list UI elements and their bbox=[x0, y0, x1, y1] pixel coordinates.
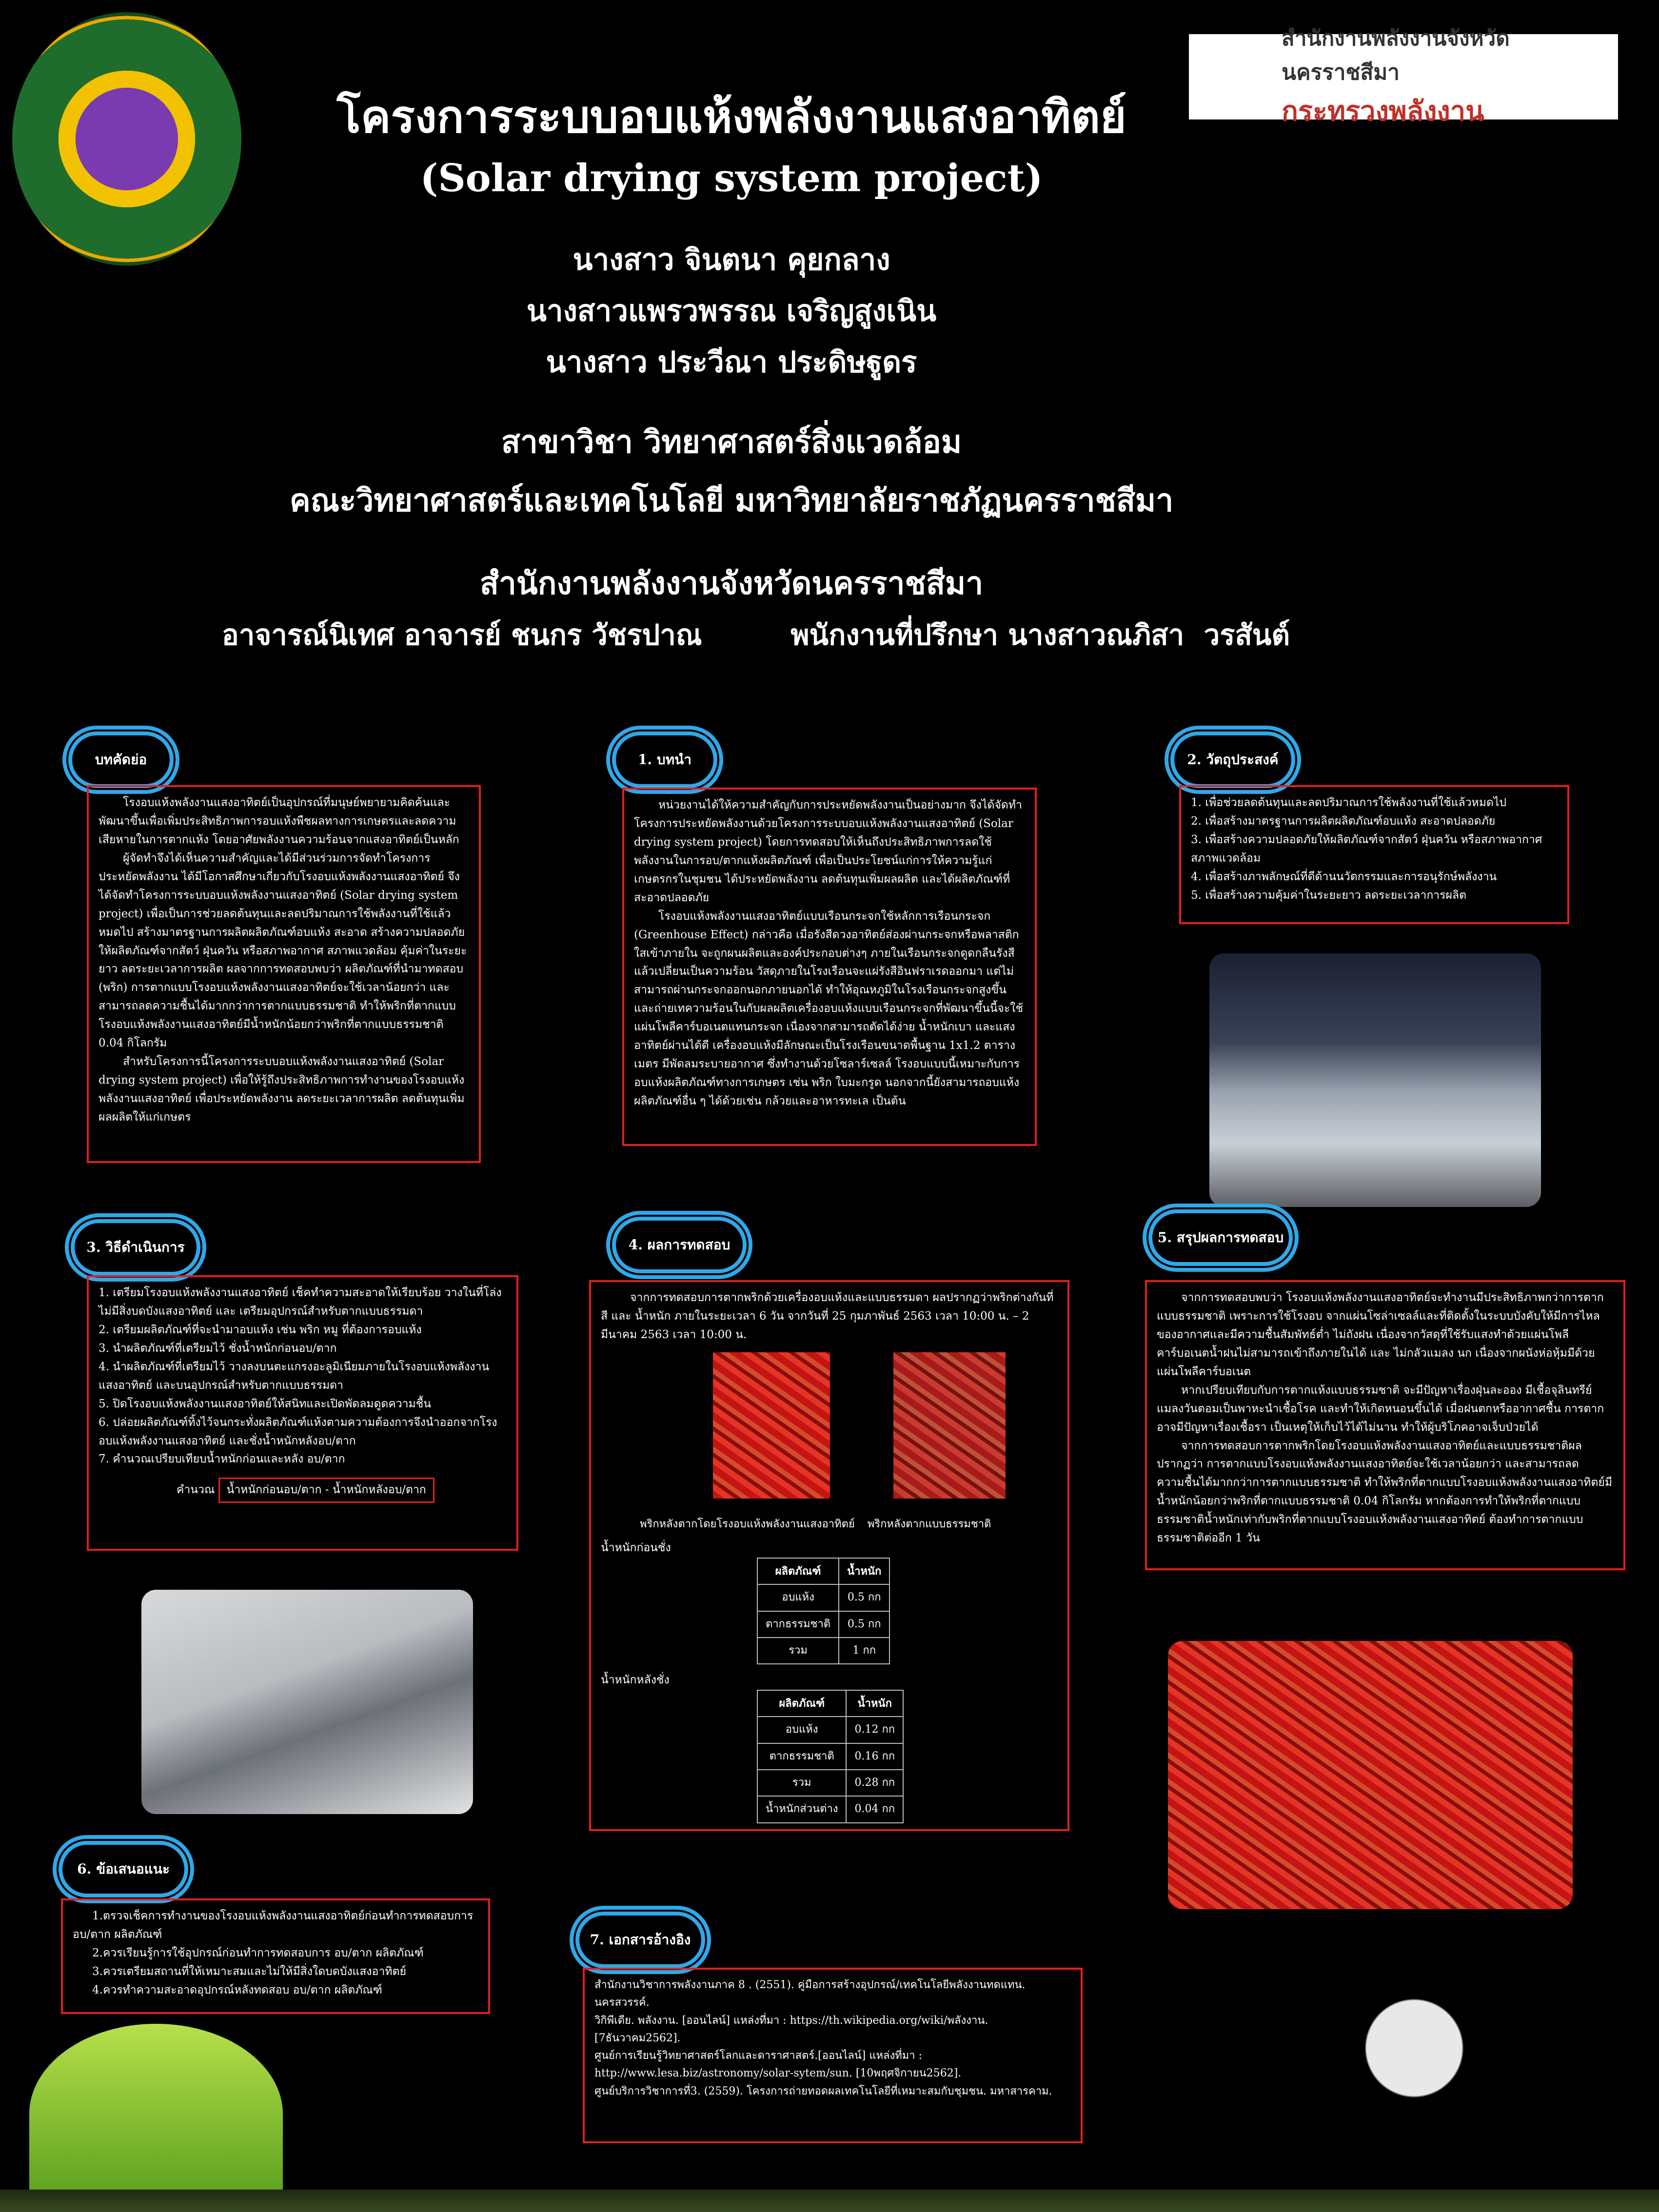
table-header-row bbox=[757, 1690, 903, 1717]
table-cell: น้ำหนักส่วนต่าง bbox=[757, 1796, 846, 1822]
suggestion-item: 2.ควรเรียนรู้การใช้อุปกรณ์ก่อนทำการทดสอบการ อบ/ตาก ผลิตภัณฑ์ bbox=[92, 1946, 424, 1959]
table-cell: 0.5 กก bbox=[839, 1611, 889, 1638]
table-row bbox=[757, 1770, 903, 1796]
table-row bbox=[757, 1611, 889, 1638]
reference-item: วิกิพีเดีย. พลังงาน. [ออนไลน์] แหล่งที่มา : https://th.wikipedia.org/wiki/พลังงาน.[7ธันวาคม2562]. bbox=[594, 2014, 988, 2044]
conclusion-paragraph: จากการทดสอบพบว่า โรงอบแห้งพลังงานแสงอาทิตย์จะทำงานมีประสิทธิภาพกว่าการตากแบบธรรมชาติ เพราะการใช้โรงอบ จากแผ่นโซล่าเซลล์และที่ติดตั้งในระบบบังคับให้มีการไหลของอากาศและมีความชื้นสัมพัทธ์ต่ำ ไม่ถังฝน เนื่องจากวัสดุที่ใช้รับแสงทำด้วยแผ่นโพลีคาร์บอเนตน้ำฝนไม่สามารถเข้าถึงภายในได้ และ ไม่กลัวแมลง นก เนื่องจากผนังห่อหุ้มมีด้วยแผ่นโพลีคาร์บอเนต bbox=[1157, 1291, 1604, 1378]
methods-box bbox=[87, 1275, 518, 1551]
table-row bbox=[757, 1584, 889, 1611]
advisors: อาจารณ์นิเทศ อาจารย์ ชนกร วัชรปาณ พนักงานที่ปรึกษา นางสาวณภิสา วรสันต์ bbox=[221, 618, 1290, 652]
table-row bbox=[757, 1796, 903, 1822]
objective-item: 4. เพื่อสร้างภาพลักษณ์ที่ดีด้านนวัตกรรมและการอนุรักษ์พลังงาน bbox=[1191, 870, 1497, 883]
department: สาขาวิชา วิทยาศาสตร์สิ่งแวดล้อม bbox=[501, 424, 962, 460]
author-1: นางสาว จินตนา คุยกลาง bbox=[573, 243, 890, 277]
university-seal-logo bbox=[12, 12, 241, 266]
suggestions-box bbox=[61, 1898, 490, 2014]
table-cell: 0.28 กก bbox=[846, 1770, 903, 1796]
table-cell: ตากธรรมชาติ bbox=[757, 1611, 839, 1638]
suggestion-item: 1.ตรวจเช็คการทำงานของโรงอบแห้งพลังงานแสงอาทิตย์ก่อนทำการทดสอบการอบ/ตาก ผลิตภัณฑ์ bbox=[73, 1910, 474, 1941]
conclusion-paragraph: หากเปรียบเทียบกับการตากแห้งแบบธรรมชาติ จะมีปัญหาเรื่องฝุ่นละออง มีเชื้อจุลินทรีย์ แมลงวันตอมเป็นพาหะนำเชื้อโรค และทำให้เกิดหนอนขึ้นได้ เมื่อฝนตกหรืออากาศชื้น การตากอาจมีปัญหาเรื่องเชื้อรา เป็นเหตุให้เก็บไว้ได้ไม่นาน ทำให้ผู้บริโภคอาจเจ็บป่วยได้ bbox=[1157, 1383, 1604, 1434]
chili-tray-photo bbox=[1168, 1641, 1573, 1909]
table-row bbox=[757, 1743, 903, 1770]
table-header-row bbox=[757, 1558, 889, 1584]
objective-item: 2. เพื่อสร้างมาตรฐานการผลิตผลิตภัณฑ์อบแห้ง สะอาดปลอดภัย bbox=[1191, 814, 1496, 828]
references-heading: 7. เอกสารอ้างอิง bbox=[575, 1912, 705, 1968]
faculty: คณะวิทยาศาสตร์และเทคโนโลยี มหาวิทยาลัยราชภัฏนครราชสีมา bbox=[289, 482, 1174, 519]
formula-row bbox=[99, 1478, 507, 1503]
results-text: จากการทดสอบการตากพริกด้วยเครื่องอบแห้งและแบบธรรมดา ผลปรากฏว่าพริกต่างกันที่สี และ น้ำหนัก ภายในระยะเวลา 6 วัน จากวันที่ 25 กุมภาพันธ์ 2563 เวลา 10:00 น. – 2 มีนาคม 2563 เวลา 10:00 น. bbox=[601, 1291, 1054, 1341]
table-cell: รวม bbox=[757, 1770, 846, 1796]
before-weight-table bbox=[757, 1558, 890, 1664]
reference-item: ศูนย์บริการวิชาการที่3. (2559). โครงการถ่ายทอดผลเทคโนโลยีที่เหมาะสมกับชุมชน. มหาสารคาม. bbox=[594, 2085, 1052, 2097]
conclusion-paragraph: จากการทดสอบการตากพริกโดยโรงอบแห้งพลังงานแสงอาทิตย์และแบบธรรมชาติผลปรากฏว่า การตากแบบโรงอบแห้งพลังงานแสงอาทิตย์จะใช้เวลาน้อยกว่า และสามารถลดความชื้นได้มากกว่าการตากแบบธรรมชาติ ทำให้พริกที่ตากแบบโรงอบแห้งพลังงานแสงอาทิตย์มีน้ำหนักน้อยกว่าพริกที่ตากแบบธรรมชาติ 0.04 กิโลกรัม หากต้องการทำให้พริกที่ตากแบบธรรมชาติน้ำหนักเท่ากับพริกที่ตากแบบโรงอบแห้งพลังงานแสงอาทิตย์ ต้องทำการตากแบบธรรมชาติต่ออีก 1 วัน bbox=[1157, 1439, 1612, 1545]
caption-natural-dried: พริกหลังตากแบบธรรมชาติ bbox=[867, 1518, 991, 1530]
abstract-box bbox=[87, 785, 481, 1163]
green-car-illustration bbox=[29, 2024, 283, 2204]
chili-captions bbox=[601, 1516, 1058, 1533]
abstract-heading: บทคัดย่อ bbox=[68, 731, 174, 788]
author-3: นางสาว ประวีณา ประดิษฐูดร bbox=[546, 345, 917, 379]
intro-box bbox=[622, 788, 1037, 1146]
oven-dried-chili-photo bbox=[713, 1352, 830, 1499]
chili-photos-row bbox=[601, 1352, 1058, 1516]
table-row bbox=[757, 1638, 889, 1664]
objective-item: 5. เพื่อสร้างความคุ้มค่าในระยะยาว ลดระยะเวลาการผลิต bbox=[1191, 889, 1467, 902]
objective-item: 1. เพื่อช่วยลดต้นทุนและลดปริมาณการใช้พลังงานที่ใช้แล้วหมดไป bbox=[1191, 796, 1506, 809]
intro-heading: 1. บทนำ bbox=[612, 731, 717, 788]
table-cell: อบแห้ง bbox=[757, 1717, 846, 1743]
objectives-heading: 2. วัตถุประสงค์ bbox=[1170, 731, 1295, 788]
table-cell: รวม bbox=[757, 1638, 839, 1664]
results-box bbox=[589, 1280, 1069, 1831]
method-step: 1. เตรียมโรงอบแห้งพลังงานแสงอาทิตย์ เช็คทำความสะอาดให้เรียบร้อย วางในที่โล่งไม่มีสิ่งบดบังแสงอาทิตย์ และ เตรียมอุปกรณ์สำหรับตากแบบธรรมดา bbox=[99, 1286, 502, 1318]
table-cell: 0.04 กก bbox=[846, 1796, 903, 1822]
table-cell: ตากธรรมชาติ bbox=[757, 1743, 846, 1770]
poster-title-en: (Solar drying system project) bbox=[420, 156, 1043, 200]
methods-heading: 3. วิธีดำเนินการ bbox=[71, 1219, 200, 1276]
energy-logo-line2: กระทรวงพลังงาน bbox=[1282, 95, 1484, 127]
drying-chili-photo bbox=[141, 1590, 473, 1814]
solar-dryer-photo bbox=[1209, 953, 1541, 1207]
results-heading: 4. ผลการทดสอบ bbox=[612, 1217, 747, 1273]
objectives-box bbox=[1179, 785, 1569, 924]
suggestions-heading: 6. ข้อเสนอแนะ bbox=[59, 1841, 188, 1897]
after-weight-label: น้ำหนักหลังชั่ง bbox=[601, 1674, 670, 1687]
abstract-paragraph: โรงอบแห้งพลังงานแสงอาทิตย์เป็นอุปกรณ์ที่มนุษย์พยายามคิดค้นและพัฒนาขึ้นเพื่อเพิ่มประสิทธิภาพการอบแห้งพืชผลทางการเกษตรและลดความเสียหายในการตากแห้ง โดยอาศัยพลังงานความร้อนจากแสงอาทิตย์เป็นหลัก bbox=[99, 796, 459, 846]
energy-office-logo bbox=[1189, 26, 1618, 127]
table-cell: อบแห้ง bbox=[757, 1584, 839, 1611]
abstract-paragraph: สำหรับโครงการนี้โครงการระบบอบแห้งพลังงานแสงอาทิตย์ (Solar drying system project) เพื่อให้รู้ถึงประสิทธิภาพการทำงานของโรงอบแห้งพลังงานแสงอาทิตย์ เพื่อประหยัดพลังงาน ลดระยะเวลาการผลิต ลดต้นทุนเพิ่มผลผลิตให้แก่เกษตร bbox=[99, 1055, 465, 1124]
author-2: นางสาวแพรวพรรณ เจริญสูงเนิน bbox=[526, 294, 937, 328]
table-cell: 1 กก bbox=[839, 1638, 889, 1664]
intro-paragraph: โรงอบแห้งพลังงานแสงอาทิตย์แบบเรือนกระจกใช้หลักการเรือนกระจก (Greenhouse Effect) กล่าวคือ เมื่อรังสีดวงอาทิตย์ส่องผ่านกระจกหรือพลาสติกใสเข้าภายใน จะถูกผนผลิตและองค์ประกอบต่างๆ ภายในเรือนกระจกดูดกลืนรังสีแล้วเปลี่ยนเป็นความร้อน วัสดุภายในโรงเรือนจะแผ่รังสีอินฟราเรดออกมา แต่ไม่สามารถผ่านกระจกออกนอกภายนอกได้ ทำให้อุณหภูมิในโรงเรือนกระจกสูงขึ้นและถ่ายเทความร้อนในกับผลผลิตเครื่องอบแห้งแบบเรือนกระจกที่พัฒนาขึ้นนี้จะใช้แผ่นโพลีคาร์บอเนตแทนกระจก เนื่องจากสามารถตัดได้ง่าย น้ำหนักเบา และแสงอาทิตย์ผ่านได้ดี เครื่องอบแห้งมีลักษณะเป็นโรงเรือนขนาดพื้นฐาน 1x1.2 ตารางเมตร มีพัดลมระบายอากาศ ซึ่งทำงานด้วยโซลาร์เซลล์ โรงอบแบบนี้เหมาะกับการอบแห้งผลิตภัณฑ์ทางการเกษตร เช่น พริก ใบมะกรูด นอกจากนี้ยังสามารถอบแห้งผลิตภัณฑ์อื่น ๆ ได้ด้วยเช่น กล้วยและอาหารทะเล เป็นต้น bbox=[634, 909, 1024, 1107]
formula-label: คำนวณ bbox=[177, 1483, 215, 1497]
method-step: 5. ปิดโรงอบแห้งพลังงานแสงอาทิตย์ให้สนิทและเปิดพัดลมดูดความชื้น bbox=[99, 1397, 432, 1410]
table-header: ผลิตภัณฑ์ bbox=[757, 1690, 846, 1717]
reference-item: สำนักงานวิชาการพลังงานภาค 8 . (2551). คู่มือการสร้างอุปกรณ์/เทคโนโลยีพลังงานทดแทน. นครสวรรค์. bbox=[594, 1979, 1026, 2009]
reference-item: ศูนย์การเรียนรู้วิทยาศาสตร์โลกและดาราศาสตร์.[ออนไลน์] แหล่งที่มา : http://www.lesa.biz/astronomy/solar-sytem/sun. [10พฤศจิกายน2562]. bbox=[594, 2050, 962, 2080]
table-cell: 0.12 กก bbox=[846, 1717, 903, 1743]
conclusion-box bbox=[1145, 1280, 1625, 1570]
method-step: 3. นำผลิตภัณฑ์ที่เตรียมไว้ ชั่งน้ำหนักก่อนอบ/ตาก bbox=[99, 1342, 337, 1355]
natural-dried-chili-photo bbox=[893, 1352, 1006, 1499]
grass-strip bbox=[0, 2190, 1659, 2212]
abstract-paragraph: ผู้จัดทำจึงได้เห็นความสำคัญและได้มีส่วนร่วมการจัดทำโครงการประหยัดพลังงาน ได้มีโอกาสศึกษาเกี่ยวกับโรงอบแห้งพลังงานแสงอาทิตย์ จึงได้จัดทำโครงการระบบอบแห้งพลังงานแสงอาทิตย์ (Solar drying system project) เพื่อเป็นการช่วยลดต้นทุนและลดปริมาณการใช้พลังงานที่ใช้แล้วหมดไป สร้างมาตรฐานการผลิตผลิตภัณฑ์อบแห้ง สะอาด สร้างความปลอดภัยให้ผลิตภัณฑ์จากสัตว์ ฝุ่นควัน หรือสภาพอากาศ สภาพแวดล้อม คุ้มค่าในระยะยาว ลดระยะเวลาการผลิต ผลจากการทดสอบพบว่า ผลิตภัณฑ์ที่นำมาทดสอบ (พริก) การตากแบบโรงอบแห้งพลังงานแสงอาทิตย์จะใช้เวลาน้อยกว่า และสามารถลดความชื้นได้มากกว่าการตากแบบธรรมชาติ ทำให้พริกที่ตากแบบโรงอบแห้งพลังงานแสงอาทิตย์มีน้ำหนักน้อยกว่าพริกที่ตากแบบธรรมชาติ 0.04 กิโลกรัม bbox=[99, 851, 467, 1050]
table-header: น้ำหนัก bbox=[846, 1690, 903, 1717]
method-step: 2. เตรียมผลิตภัณฑ์ที่จะนำมาอบแห้ง เช่น พริก หมู ที่ต้องการอบแห้ง bbox=[99, 1323, 422, 1336]
method-step: 6. ปล่อยผลิตภัณฑ์ทิ้งไว้จนกระทั่งผลิตภัณฑ์แห้งตามความต้องการจึงนำออกจากโรงอบแห้งพลังงานแสงอาทิตย์ และชั่งน้ำหนักหลังอบ/ตาก bbox=[99, 1416, 497, 1447]
references-box bbox=[583, 1968, 1083, 2143]
suggestion-item: 4.ควรทำความสะอาดอุปกรณ์หลังทดสอบ อบ/ตาก ผลิตภัณฑ์ bbox=[92, 1983, 382, 1996]
method-step: 7. คำนวณเปรียบเทียบน้ำหนักก่อนและหลัง อบ/ตาก bbox=[99, 1453, 345, 1466]
suggestion-item: 3.ควรเตรียมสถานที่ให้เหมาะสมและไม่ให้มีสิ่งใดบดบังแสงอาทิตย์ bbox=[92, 1965, 406, 1978]
objective-item: 3. เพื่อสร้างความปลอดภัยให้ผลิตภัณฑ์จากสัตว์ ฝุ่นควัน หรือสภาพอากาศ สภาพแวดล้อม bbox=[1191, 833, 1542, 865]
conclusion-heading: 5. สรุปผลการทดสอบ bbox=[1148, 1209, 1293, 1266]
windmill-illustration bbox=[1292, 1951, 1536, 2194]
after-weight-table bbox=[757, 1690, 904, 1823]
caption-oven-dried: พริกหลังตากโดยโรงอบแห้งพลังงานแสงอาทิตย์ bbox=[640, 1518, 855, 1530]
energy-logo-line1: สำนักงานพลังงานจังหวัดนครราชสีมา bbox=[1282, 26, 1510, 85]
table-cell: 0.16 กก bbox=[846, 1743, 903, 1770]
before-weight-label: น้ำหนักก่อนชั่ง bbox=[601, 1541, 671, 1555]
method-step: 4. นำผลิตภัณฑ์ที่เตรียมไว้ วางลงบนตะแกรงอะลูมิเนียมภายในโรงอบแห้งพลังงานแสงอาทิตย์ และบนอุปกรณ์สำหรับตากแบบธรรมดา bbox=[99, 1360, 490, 1392]
intro-paragraph: หน่วยงานได้ให้ความสำคัญกับการประหยัดพลังงานเป็นอย่างมาก จึงได้จัดทำโครงการประหยัดพลังงานด้วยโครงการระบบอบแห้งพลังงานแสงอาทิตย์ (Solar drying system project) โดยการทดสอบให้เห็นถึงประสิทธิภาพการลดใช้พลังงานในการอบ/ตากแห้งผลิตภัณฑ์ เพื่อเป็นประโยชน์แก่การให้ความรู้แก่เกษตรกรในชุมชน ได้ประหยัดพลังงาน ลดต้นทุนเพิ่มผลผลิต และได้ผลิตภัณฑ์ที่สะอาดปลอดภัย bbox=[634, 799, 1022, 904]
poster-title-th: โครงการระบบอบแห้งพลังงานแสงอาทิตย์ bbox=[336, 90, 1126, 143]
formula-box: น้ำหนักก่อนอบ/ตาก - น้ำหนักหลังอบ/ตาก bbox=[218, 1478, 434, 1503]
table-header: ผลิตภัณฑ์ bbox=[757, 1558, 839, 1584]
table-header: น้ำหนัก bbox=[839, 1558, 889, 1584]
table-row bbox=[757, 1717, 903, 1743]
energy-office: สำนักงานพลังงานจังหวัดนครราชสีมา bbox=[479, 565, 984, 602]
table-cell: 0.5 กก bbox=[839, 1584, 889, 1611]
